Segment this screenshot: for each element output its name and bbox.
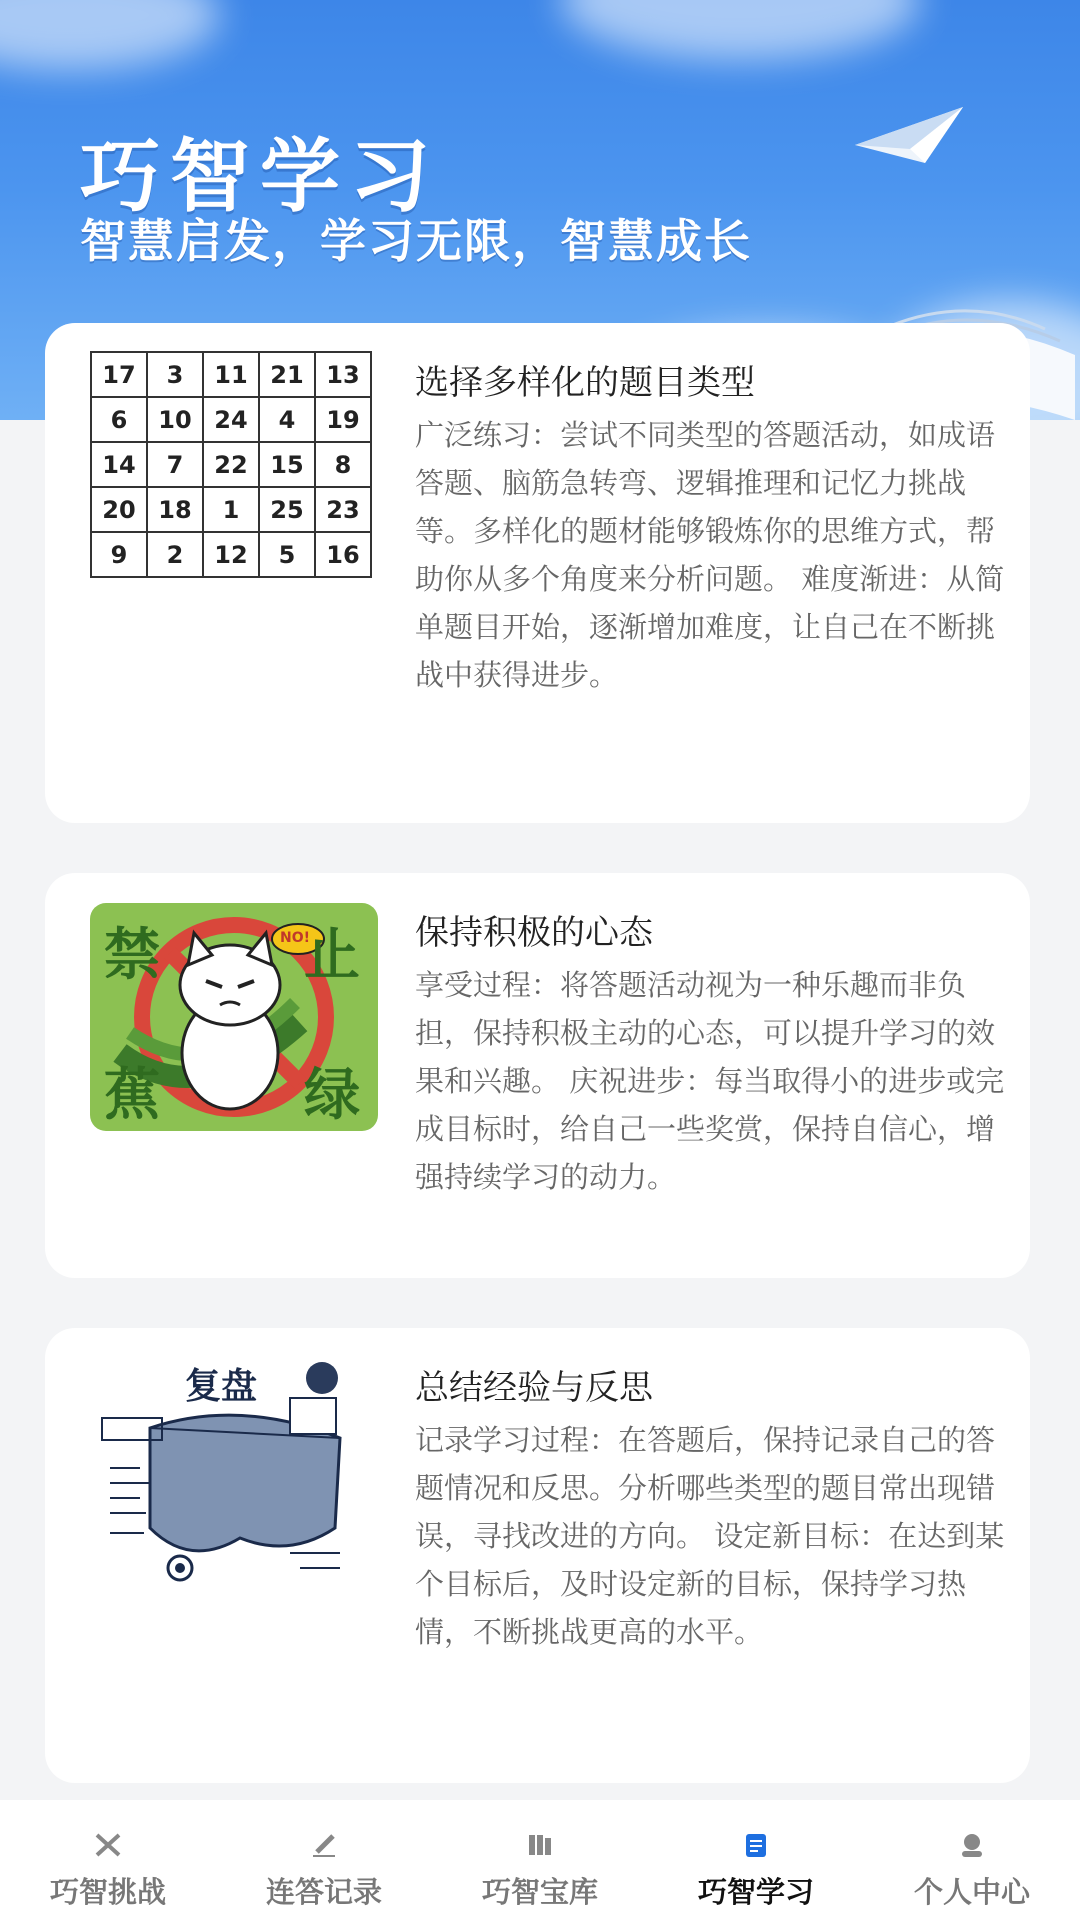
number-grid-image — [90, 351, 378, 578]
grid-row — [91, 532, 371, 577]
tab-label: 巧智挑战 — [49, 1875, 166, 1909]
banana-cat-image — [90, 903, 378, 1131]
library-icon — [525, 1832, 555, 1858]
image-title: 复盘 — [185, 1365, 258, 1407]
user-icon — [957, 1832, 987, 1858]
tab-label: 巧智学习 — [697, 1875, 814, 1909]
tab-label: 个人中心 — [913, 1875, 1030, 1909]
grid-cell: 5 — [259, 532, 315, 577]
grid-cell: 23 — [315, 487, 371, 532]
card-text: 记录学习过程：在答题后，保持记录自己的答题情况和反思。分析哪些类型的题目常出现错误，寻找改进的方向。 设定新目标：在达到某个目标后，及时设定新的目标，保持学习热情，不断挑战更高的水平。 — [415, 1423, 1005, 1649]
grid-row — [91, 487, 371, 532]
card-title: 保持积极的心态 — [415, 913, 653, 953]
tip-card-positive-mindset[interactable] — [45, 873, 1030, 1278]
grid-cell: 9 — [91, 532, 147, 577]
grid-cell: 17 — [91, 352, 147, 397]
grid-row — [91, 397, 371, 442]
grid-cell: 21 — [259, 352, 315, 397]
image-char-3: 蕉 — [104, 1062, 160, 1128]
tab-label: 巧智宝库 — [481, 1875, 598, 1909]
image-badge: NO! — [280, 930, 311, 946]
hero-title: 巧智学习 — [80, 130, 440, 223]
bottom-tab-bar — [0, 1800, 1080, 1920]
tab-learning[interactable] — [648, 1800, 864, 1920]
tip-card-review[interactable] — [45, 1328, 1030, 1783]
grid-row — [91, 442, 371, 487]
grid-cell: 24 — [203, 397, 259, 442]
swords-icon — [93, 1832, 123, 1858]
tab-records[interactable] — [216, 1800, 432, 1920]
paper-plane-icon — [855, 105, 965, 165]
image-char-1: 禁 — [104, 922, 160, 988]
card-title: 总结经验与反思 — [415, 1368, 653, 1408]
image-char-2: 止 — [304, 922, 360, 988]
card-title: 选择多样化的题目类型 — [415, 363, 755, 403]
grid-cell: 12 — [203, 532, 259, 577]
review-sketch-image — [90, 1358, 378, 1586]
grid-cell: 20 — [91, 487, 147, 532]
tab-challenge[interactable] — [0, 1800, 216, 1920]
grid-cell: 22 — [203, 442, 259, 487]
grid-cell: 10 — [147, 397, 203, 442]
grid-cell: 18 — [147, 487, 203, 532]
card-text: 享受过程：将答题活动视为一种乐趣而非负担，保持积极主动的心态，可以提升学习的效果和兴趣。 庆祝进步：每当取得小的进步或完成目标时，给自己一些奖赏，保持自信心，增强持续学习的动力。 — [415, 968, 1005, 1194]
grid-cell: 15 — [259, 442, 315, 487]
grid-cell: 3 — [147, 352, 203, 397]
grid-cell: 25 — [259, 487, 315, 532]
grid-row — [91, 352, 371, 397]
hero-subtitle: 智慧启发，学习无限，智慧成长 — [80, 214, 752, 268]
document-icon — [741, 1832, 771, 1858]
pen-icon — [309, 1832, 339, 1858]
grid-cell: 7 — [147, 442, 203, 487]
grid-cell: 14 — [91, 442, 147, 487]
tip-card-question-types[interactable] — [45, 323, 1030, 823]
card-text: 广泛练习：尝试不同类型的答题活动，如成语答题、脑筋急转弯、逻辑推理和记忆力挑战等。多样化的题材能够锻炼你的思维方式，帮助你从多个角度来分析问题。 难度渐进：从简单题目开始，逐渐增加难度，让自己在不断挑战中获得进步。 — [415, 418, 1005, 692]
grid-cell: 4 — [259, 397, 315, 442]
grid-cell: 1 — [203, 487, 259, 532]
tab-label: 连答记录 — [265, 1875, 382, 1909]
image-char-4: 绿 — [304, 1062, 360, 1128]
tab-library[interactable] — [432, 1800, 648, 1920]
grid-cell: 8 — [315, 442, 371, 487]
grid-cell: 6 — [91, 397, 147, 442]
grid-cell: 19 — [315, 397, 371, 442]
tab-profile[interactable] — [864, 1800, 1080, 1920]
grid-cell: 16 — [315, 532, 371, 577]
grid-cell: 2 — [147, 532, 203, 577]
grid-cell: 11 — [203, 352, 259, 397]
grid-cell: 13 — [315, 352, 371, 397]
